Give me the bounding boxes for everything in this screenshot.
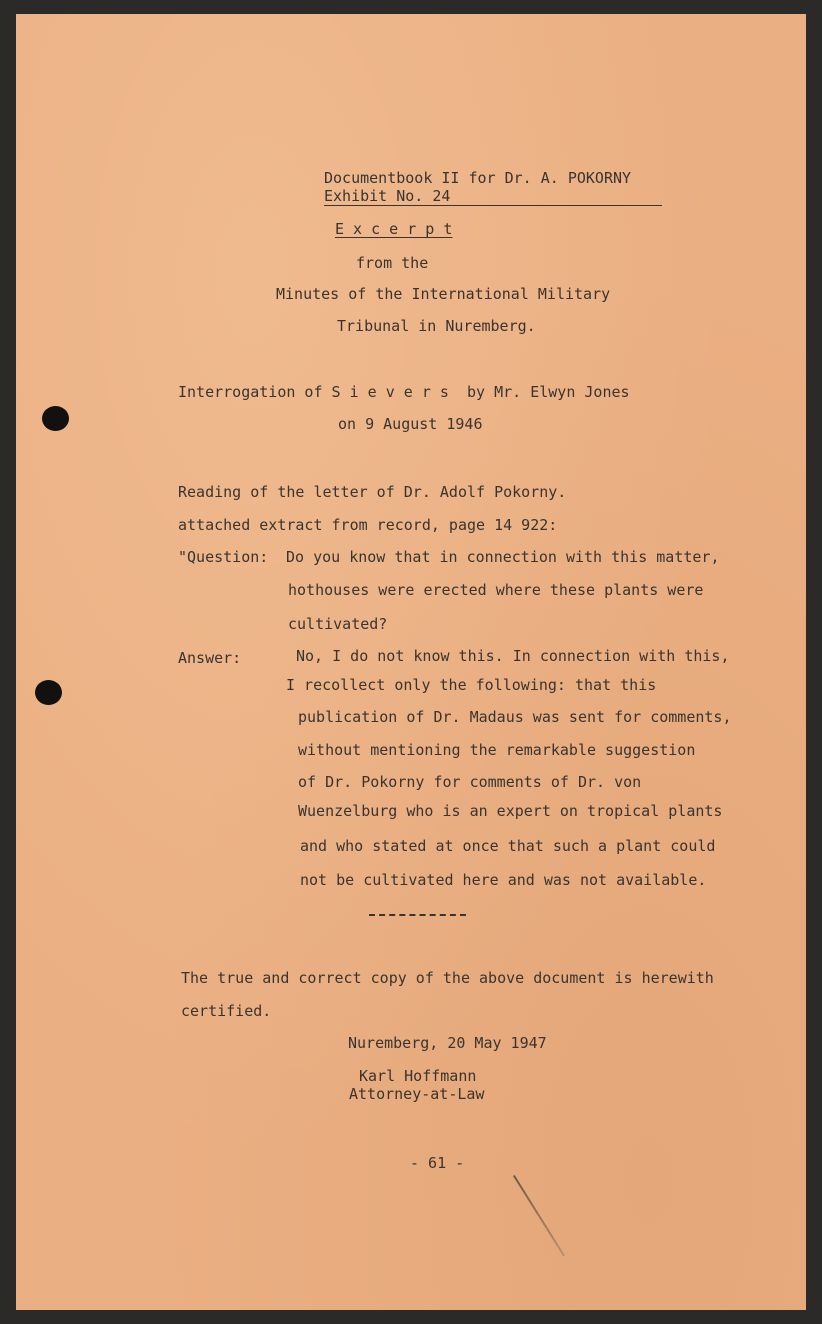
answer-line-2: I recollect only the following: that this <box>286 676 657 694</box>
interrogation-line-2: on 9 August 1946 <box>338 415 483 433</box>
answer-line-5: of Dr. Pokorny for comments of Dr. von <box>298 773 642 791</box>
answer-line-8: not be cultivated here and was not available. <box>300 871 707 889</box>
question-line-2: hothouses were erected where these plants were <box>288 581 704 599</box>
place-date: Nuremberg, 20 May 1947 <box>348 1034 547 1052</box>
question-label: "Question: <box>178 548 269 566</box>
header-line-1: Documentbook II for Dr. A. POKORNY <box>324 169 632 187</box>
punch-hole-bottom <box>35 680 62 705</box>
answer-line-6: Wuenzelburg who is an expert on tropical plants <box>298 802 723 820</box>
page-number: - 61 - <box>410 1154 465 1172</box>
header-line-2: Exhibit No. 24 <box>324 187 451 205</box>
document-page <box>16 14 806 1310</box>
certification-line-2: certified. <box>181 1002 272 1020</box>
question-line-3: cultivated? <box>288 615 388 633</box>
attached-line: attached extract from record, page 14 922: <box>178 516 558 534</box>
title-line-3: Tribunal in Nuremberg. <box>337 317 536 335</box>
answer-label: Answer: <box>178 649 242 667</box>
reading-line: Reading of the letter of Dr. Adolf Pokorny. <box>178 483 567 501</box>
answer-line-3: publication of Dr. Madaus was sent for comments, <box>298 708 732 726</box>
excerpt-heading: E x c e r p t <box>335 220 453 238</box>
signatory-name: Karl Hoffmann <box>359 1067 477 1085</box>
interrogation-line-1: Interrogation of S i e v e r s by Mr. Elwyn Jones <box>178 383 630 401</box>
header-underline <box>324 205 662 206</box>
section-divider <box>369 914 466 916</box>
title-line-2: Minutes of the International Military <box>276 285 611 303</box>
signatory-title: Attorney-at-Law <box>349 1085 485 1103</box>
pencil-mark <box>513 1175 565 1257</box>
answer-line-7: and who stated at once that such a plant could <box>300 837 716 855</box>
question-line-1: Do you know that in connection with this matter, <box>286 548 720 566</box>
title-line-1: from the <box>356 254 429 272</box>
certification-line-1: The true and correct copy of the above document is herewith <box>181 969 714 987</box>
answer-line-1: No, I do not know this. In connection with this, <box>296 647 730 665</box>
answer-line-4: without mentioning the remarkable suggestion <box>298 741 696 759</box>
punch-hole-top <box>42 406 69 431</box>
